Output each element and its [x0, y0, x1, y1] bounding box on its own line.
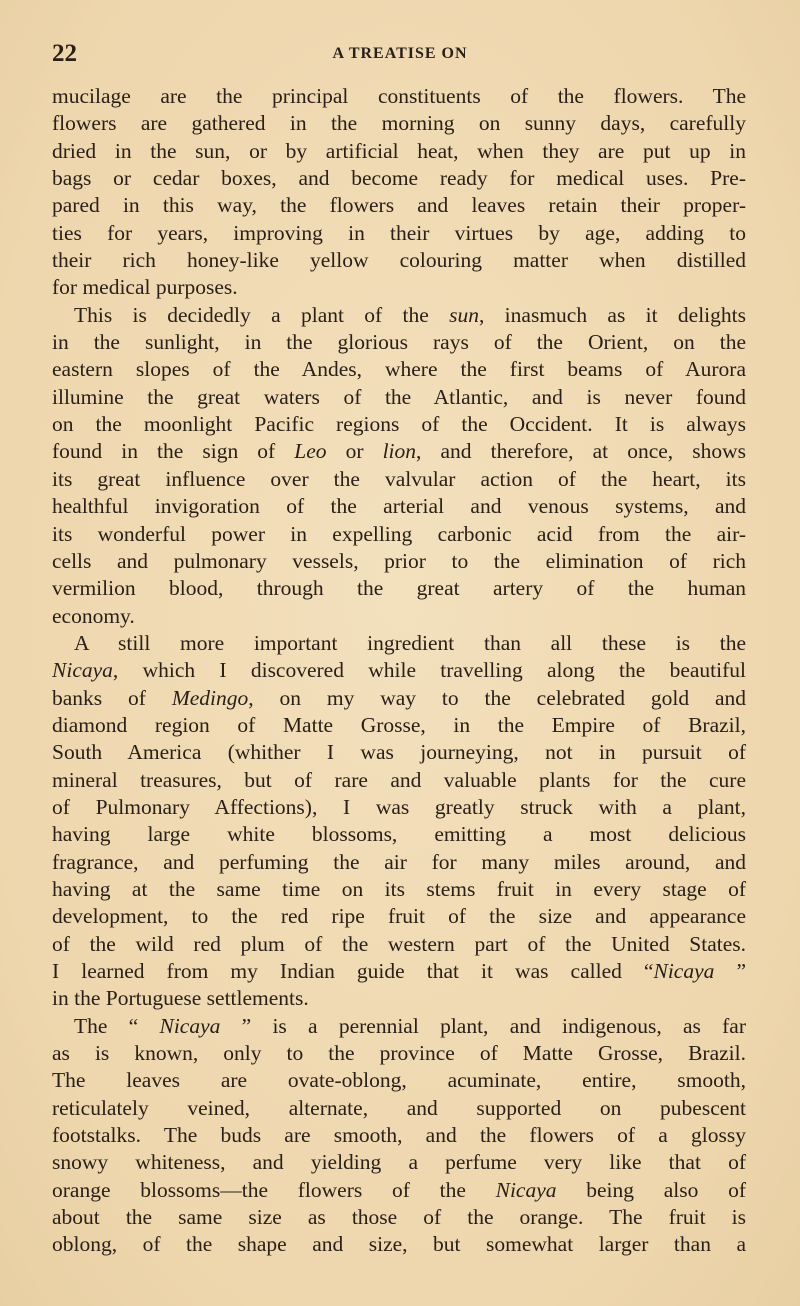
text-segment: in the Portuguese settlements.	[52, 986, 309, 1011]
text-segment: ”	[714, 959, 746, 983]
text-segment: I learned from my Indian guide that it was called “	[52, 959, 654, 983]
text-segment: , and therefore, at once, shows	[416, 439, 746, 464]
text-line	[52, 274, 746, 301]
text-segment: South America (whither I was journeying, not in pursuit of	[52, 740, 746, 765]
text-line	[52, 1040, 746, 1067]
text-line	[52, 165, 746, 192]
text-line	[52, 466, 746, 493]
text-line	[52, 739, 746, 766]
text-segment: bags or cedar boxes, and become ready for medical uses. Pre-	[52, 166, 746, 191]
italic-term: sun	[449, 302, 479, 327]
text-segment: eastern slopes of the Andes, where the first beams of Aurora	[52, 357, 746, 382]
text-line	[52, 138, 746, 165]
text-segment: cells and pulmonary vessels, prior to the elimination of rich	[52, 548, 746, 573]
text-segment: development, to the red ripe fruit of the size and appearance	[52, 904, 746, 929]
text-line	[52, 1122, 746, 1149]
text-segment: their rich honey-like yellow colouring matter when distilled	[52, 248, 746, 273]
text-segment: mineral treasures, but of rare and valuable plants for the cure	[52, 767, 746, 792]
text-segment: fragrance, and perfuming the air for many miles around, and	[52, 849, 746, 874]
text-line	[52, 985, 746, 1012]
text-segment: healthful invigoration of the arterial and venous systems, and	[52, 494, 746, 519]
italic-term: Nicaya	[52, 658, 113, 683]
running-title: A TREATISE ON	[332, 45, 468, 62]
text-line	[52, 247, 746, 274]
text-line	[52, 302, 746, 329]
text-segment: diamond region of Matte Grosse, in the Empire of Brazil,	[52, 712, 746, 737]
text-segment: reticulately veined, alternate, and supported on pubescent	[52, 1095, 746, 1120]
text-segment: as is known, only to the province of Matte Grosse, Brazil.	[52, 1041, 746, 1066]
text-line	[52, 575, 746, 602]
text-line	[52, 958, 746, 985]
text-line	[52, 603, 746, 630]
text-segment: economy.	[52, 603, 135, 628]
text-segment: its great influence over the valvular action of the heart, its	[52, 466, 746, 491]
text-segment: of the wild red plum of the western part of the United States.	[52, 931, 746, 956]
text-segment: oblong, of the shape and size, but somewhat larger than a	[52, 1232, 746, 1257]
text-line	[52, 1095, 746, 1122]
text-line	[52, 1204, 746, 1231]
text-line	[52, 192, 746, 219]
text-line	[52, 1067, 746, 1094]
text-line	[52, 849, 746, 876]
text-segment: having at the same time on its stems fruit in every stage of	[52, 876, 746, 901]
text-line	[52, 411, 746, 438]
text-segment: in the sunlight, in the glorious rays of the Orient, on the	[52, 330, 746, 355]
italic-term: Medingo	[171, 685, 249, 710]
text-line	[52, 1013, 746, 1040]
text-line	[52, 329, 746, 356]
text-line	[52, 384, 746, 411]
text-line	[52, 493, 746, 520]
text-segment: A still more important ingredient than all these is the	[74, 630, 746, 655]
text-line	[52, 794, 746, 821]
text-line	[52, 685, 746, 712]
text-segment: pared in this way, the flowers and leaves retain their proper-	[52, 193, 746, 218]
text-segment: having large white blossoms, emitting a most delicious	[52, 822, 746, 847]
text-line	[52, 83, 746, 110]
italic-term: Nicaya	[159, 1013, 221, 1038]
text-line	[52, 903, 746, 930]
text-segment: its wonderful power in expelling carbonic acid from the air-	[52, 521, 746, 546]
text-segment: snowy whiteness, and yielding a perfume very like that of	[52, 1150, 746, 1175]
body-text	[52, 83, 746, 1259]
italic-term: Nicaya	[653, 959, 715, 983]
text-segment: flowers are gathered in the morning on sunny days, carefully	[52, 111, 746, 136]
text-line	[52, 630, 746, 657]
text-segment: being also of	[556, 1177, 747, 1202]
text-line	[52, 931, 746, 958]
text-segment: , on my way to the celebrated gold and	[248, 685, 746, 710]
text-segment: The “	[74, 1013, 160, 1038]
text-line	[52, 356, 746, 383]
text-segment: , inasmuch as it delights	[478, 302, 746, 327]
text-segment: This is decidedly a plant of the	[74, 302, 450, 327]
text-segment: of Pulmonary Affections), I was greatly struck with a plant,	[52, 794, 746, 819]
text-line	[52, 1177, 746, 1204]
text-segment: mucilage are the principal constituents of the flowers. The	[52, 84, 746, 108]
text-line	[52, 712, 746, 739]
italic-term: lion	[382, 439, 417, 464]
text-segment: about the same size as those of the orange. The fruit is	[52, 1205, 746, 1230]
text-segment: on the moonlight Pacific regions of the Occident. It is always	[52, 412, 746, 437]
text-line	[52, 521, 746, 548]
text-line	[52, 110, 746, 137]
text-segment: The leaves are ovate-oblong, acuminate, entire, smooth,	[52, 1068, 746, 1093]
text-segment: illumine the great waters of the Atlantic, and is never found	[52, 384, 746, 409]
text-line	[52, 220, 746, 247]
text-line	[52, 438, 746, 465]
text-line	[52, 821, 746, 848]
text-segment: dried in the sun, or by artificial heat, when they are put up in	[52, 138, 746, 163]
text-line	[52, 1231, 746, 1258]
text-line	[52, 767, 746, 794]
text-line	[52, 548, 746, 575]
text-segment: banks of	[52, 685, 172, 710]
text-line	[52, 1149, 746, 1176]
page-number: 22	[52, 40, 77, 67]
text-segment: footstalks. The buds are smooth, and the flowers of a glossy	[52, 1123, 746, 1148]
italic-term: Leo	[294, 439, 327, 464]
text-segment: ” is a perennial plant, and indigenous, as far	[220, 1013, 746, 1038]
text-segment: found in the sign of	[52, 439, 295, 464]
italic-term: Nicaya	[495, 1177, 557, 1202]
text-line	[52, 876, 746, 903]
text-line	[52, 657, 746, 684]
text-segment: or	[326, 439, 383, 464]
text-segment: orange blossoms—the flowers of the	[52, 1177, 496, 1202]
text-segment: , which I discovered while travelling along the beautiful	[112, 658, 746, 683]
text-segment: for medical purposes.	[52, 275, 238, 300]
text-segment: vermilion blood, through the great artery of the human	[52, 576, 746, 601]
text-segment: ties for years, improving in their virtues by age, adding to	[52, 220, 746, 245]
